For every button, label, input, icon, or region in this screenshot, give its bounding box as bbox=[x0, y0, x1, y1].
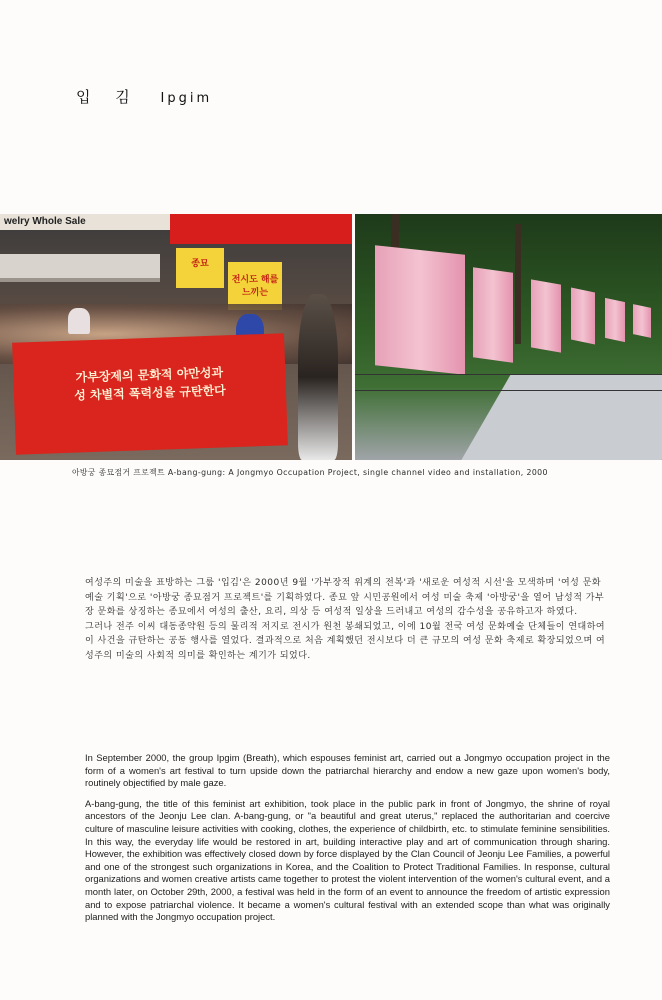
hanging-pink-cloth bbox=[473, 267, 513, 363]
park-installation-photo bbox=[355, 214, 662, 460]
english-paragraph-2: A-bang-gung, the title of this feminist art exhibition, took place in the public park in front of Jongmyo, the shrine of royal ancestors of the Jeonju Lee clan. A-bang-gung, or "a beautiful and great uterus," replaced the authoritarian and coercive culture of masculine leisure activities with cooking, clothes, the experience of childbirth, etc. to stimulate feminine sensibilities. In this way, the everyday life would be restored in art, building interactive play and art of communication through sharing. However, the exhibition was effectively closed down by force displayed by the Clan Council of Jeonju Lee Families, a powerful and one of the strongest such organizations in Korea, and the Coalition to Protect Traditional Families. In response, cultural organizations and women creative artists came together to protest the violent intervention of the women's cultural event, and a month later, on October 29th, 2000, a festival was held in the form of an event to announce the freedom of artistic expression and to expose patriarchal violence. It became a women's cultural festival with an extended scope than what was originally planned with the Jongmyo occupation project. bbox=[85, 797, 610, 923]
english-paragraph-1: In September 2000, the group Ipgim (Breath), which espouses feminist art, carried out a Jongmyo occupation project in the form of a women's art festival to turn upside down the patriarchal hierarchy and endow a new gaze upon women's body, routinely objectified by male gaze. bbox=[85, 752, 610, 789]
hanging-pink-cloth bbox=[571, 287, 595, 344]
banner-line-1: 가부장제의 문화적 야만성과 bbox=[75, 365, 224, 385]
fence-rope bbox=[355, 374, 662, 375]
bystander bbox=[298, 294, 338, 460]
page-title bbox=[76, 86, 212, 107]
red-store-sign bbox=[170, 214, 352, 244]
fence-rope bbox=[355, 390, 662, 391]
hanging-pink-cloth bbox=[375, 245, 465, 374]
placard-yellow-2: 전시도 해를 느끼는 bbox=[228, 262, 282, 310]
store-sign-text: welry Whole Sale bbox=[0, 214, 352, 230]
korean-paragraph-2: 그러나 전주 이씨 대동종약원 등의 물리적 저지로 전시가 원천 봉쇄되었고, 이에 10월 전국 여성 문화예술 단체들이 연대하여 이 사건을 규탄하는 공동 행사를 열었다. 결과적으로 처음 계획했던 전시보다 더 큰 규모의 여성 문화 축제로 확장되었으며 여성주의 미술의 사회적 의미를 확인하는 계기가 되었다. bbox=[85, 621, 606, 661]
protest-march-photo bbox=[0, 214, 352, 460]
shop-awning bbox=[0, 254, 160, 282]
marcher-mask bbox=[68, 308, 90, 334]
hanging-pink-cloth bbox=[605, 298, 625, 342]
photo-pair bbox=[0, 214, 662, 460]
korean-paragraph-1: 여성주의 미술을 표방하는 그룹 '입김'은 2000년 9월 '가부장적 위계의 전복'과 '새로운 여성적 시선'을 모색하며 '여성 문화 예술 기획'으로 '아방궁 종묘점거 프로젝트'를 기획하였다. 종묘 앞 시민공원에서 여성 미술 축제 '아방궁'을 열어 남성적 가부장 문화를 상징하는 종묘에서 여성의 출산, 요리, 의상 등 여성적 일상을 드러내고 여성의 감수성을 공유하고자 하였다. bbox=[85, 578, 605, 617]
photo-caption: 아방궁 종묘점거 프로젝트 A-bang-gung: A Jongmyo Occupation Project, single channel video and installation, 2000 bbox=[72, 468, 548, 477]
korean-description bbox=[85, 576, 610, 663]
park-path bbox=[459, 374, 662, 460]
title-korean: 입 김 bbox=[76, 88, 140, 106]
banner-line-2: 성 차별적 폭력성을 규탄한다 bbox=[73, 383, 226, 403]
hanging-pink-cloth bbox=[531, 279, 561, 352]
protest-banner bbox=[12, 333, 288, 454]
placard-yellow-1: 종묘 bbox=[176, 248, 224, 288]
hanging-pink-cloth bbox=[633, 304, 651, 338]
title-english: Ipgim bbox=[160, 91, 213, 106]
tree-trunk bbox=[515, 224, 521, 344]
english-description bbox=[85, 752, 610, 932]
